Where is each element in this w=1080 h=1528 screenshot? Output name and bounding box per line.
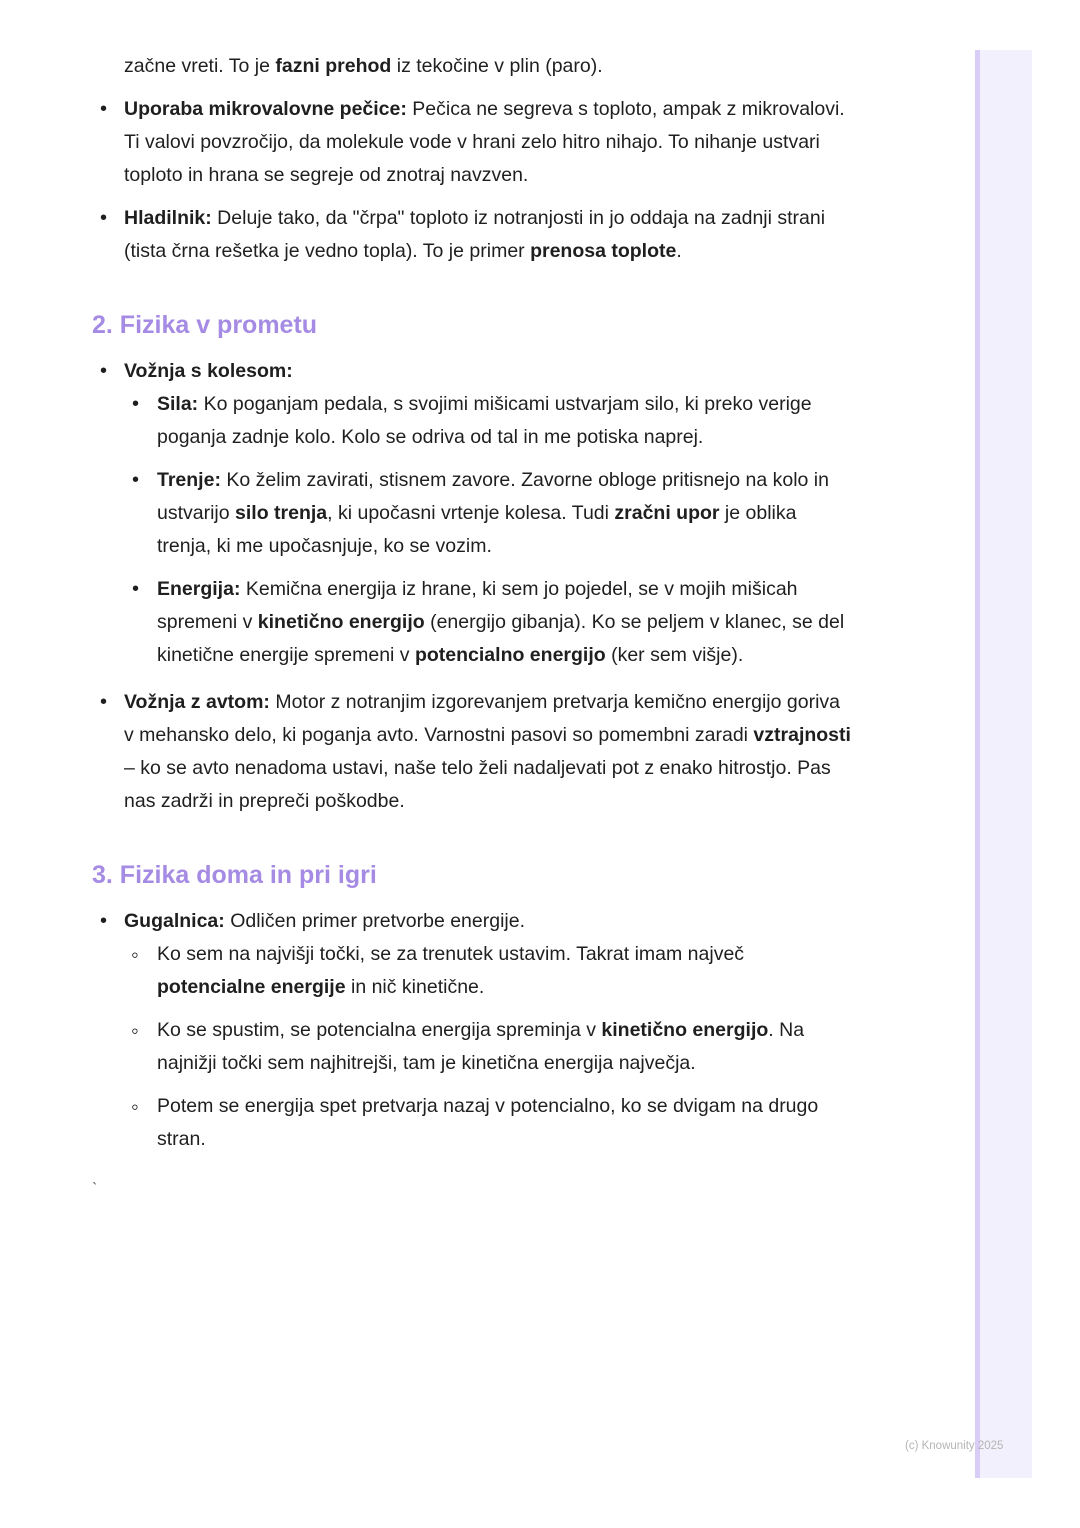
bold-term: prenosa toplote: [530, 240, 677, 262]
bold-term: potencialne energije: [157, 976, 346, 998]
item-text: .: [676, 240, 682, 262]
list-item-bike: [92, 355, 852, 672]
list-item-car: [92, 686, 852, 818]
bold-term: zračni upor: [614, 502, 720, 524]
sublist-item-friction: [124, 464, 852, 563]
sublist-item-force: [124, 388, 852, 454]
section-heading-traffic: 2. Fizika v prometu: [92, 311, 318, 339]
item-label: Trenje:: [157, 469, 221, 491]
item-text: Pečica ne segreva s toploto, ampak z mikrovalovi. Ti valovi povzročijo, da molekule vode v hrani zelo hitro nihajo. To nihanje ustvari toploto in hrana se segreje od znotraj navzven.: [124, 98, 845, 186]
stray-mark: `: [92, 1181, 98, 1198]
list-item-swing: [92, 905, 852, 1156]
bold-term: potencialno energijo: [414, 644, 606, 666]
item-text: Odličen primer pretvorbe energije.: [224, 910, 526, 932]
side-margin-bar: [975, 50, 1032, 1478]
list-item-fridge: [92, 202, 852, 268]
item-text: (ker sem višje).: [605, 644, 744, 666]
bike-sublist: [124, 388, 852, 672]
item-text: Motor z notranjim izgorevanjem pretvarja kemično energijo goriva v mehansko delo, ki poganja avto. Varnostni pasovi so pomembni zaradi: [124, 691, 841, 746]
item-text: Ko želim zavirati, stisnem zavore. Zavorne obloge pritisnejo na kolo in ustvarijo: [157, 469, 829, 524]
section3-list: [92, 905, 852, 1156]
sublist-item-back: [124, 1090, 852, 1156]
bold-term: vztrajnosti: [753, 724, 851, 746]
swing-sublist: [124, 938, 852, 1156]
item-label: Uporaba mikrovalovne pečice:: [124, 98, 407, 120]
section-heading-home-play: 3. Fizika doma in pri igri: [92, 861, 377, 889]
section2-list: [92, 355, 852, 818]
item-text: Ko sem na najvišji točki, se za trenutek ustavim. Takrat imam največ: [157, 943, 745, 965]
item-text: (energijo gibanja). Ko se peljem v klanec, se del kinetične energije spremeni v: [157, 611, 845, 666]
text: začne vreti. To je: [124, 55, 276, 77]
item-label: Hladilnik:: [124, 207, 212, 229]
copyright-footer: (c) Knowunity 2025: [905, 1440, 1004, 1452]
item-label: Vožnja s kolesom:: [124, 360, 293, 382]
sublist-item-down: [124, 1014, 852, 1080]
bold-term: fazni prehod: [275, 55, 392, 77]
item-label: Sila:: [157, 393, 199, 415]
text: iz tekočine v plin (paro).: [391, 55, 603, 77]
bold-term: kinetično energijo: [601, 1019, 769, 1041]
item-text: . Na najnižji točki sem najhitrejši, tam je kinetična energija največja.: [157, 1019, 805, 1074]
bold-term: kinetično energijo: [257, 611, 425, 633]
item-text: Ko poganjam pedala, s svojimi mišicami ustvarjam silo, ki preko verige poganja zadnje kolo. Kolo se odriva od tal in me potiska naprej.: [157, 393, 812, 448]
item-text: Potem se energija spet pretvarja nazaj v potencialno, ko se dvigam na drugo stran.: [157, 1095, 819, 1150]
item-label: Energija:: [157, 578, 241, 600]
document-content: [92, 50, 852, 1198]
item-text: Deluje tako, da "črpa" toploto iz notranjosti in jo oddaja na zadnji strani (tista črna rešetka je vedno topla). To je primer: [124, 207, 826, 262]
item-text: Kemična energija iz hrane, ki sem jo pojedel, se v mojih mišicah spremeni v: [157, 578, 798, 633]
item-label: Gugalnica:: [124, 910, 225, 932]
item-label: Vožnja z avtom:: [124, 691, 270, 713]
item-text: – ko se avto nenadoma ustavi, naše telo želi nadaljevati pot z enako hitrostjo. Pas nas zadrži in prepreči poškodbe.: [124, 757, 831, 812]
bold-term: silo trenja: [235, 502, 328, 524]
item-text: Ko se spustim, se potencialna energija spreminja v: [157, 1019, 602, 1041]
sublist-item-energy: [124, 573, 852, 672]
item-text: in nič kinetične.: [345, 976, 485, 998]
sublist-item-top: [124, 938, 852, 1004]
item-text: je oblika trenja, ki me upočasnjuje, ko se vozim.: [157, 502, 797, 557]
list-item-microwave: [92, 93, 852, 192]
section1-list: [92, 93, 852, 268]
intro-continuation: [92, 50, 852, 83]
item-text: , ki upočasni vrtenje kolesa. Tudi: [327, 502, 615, 524]
